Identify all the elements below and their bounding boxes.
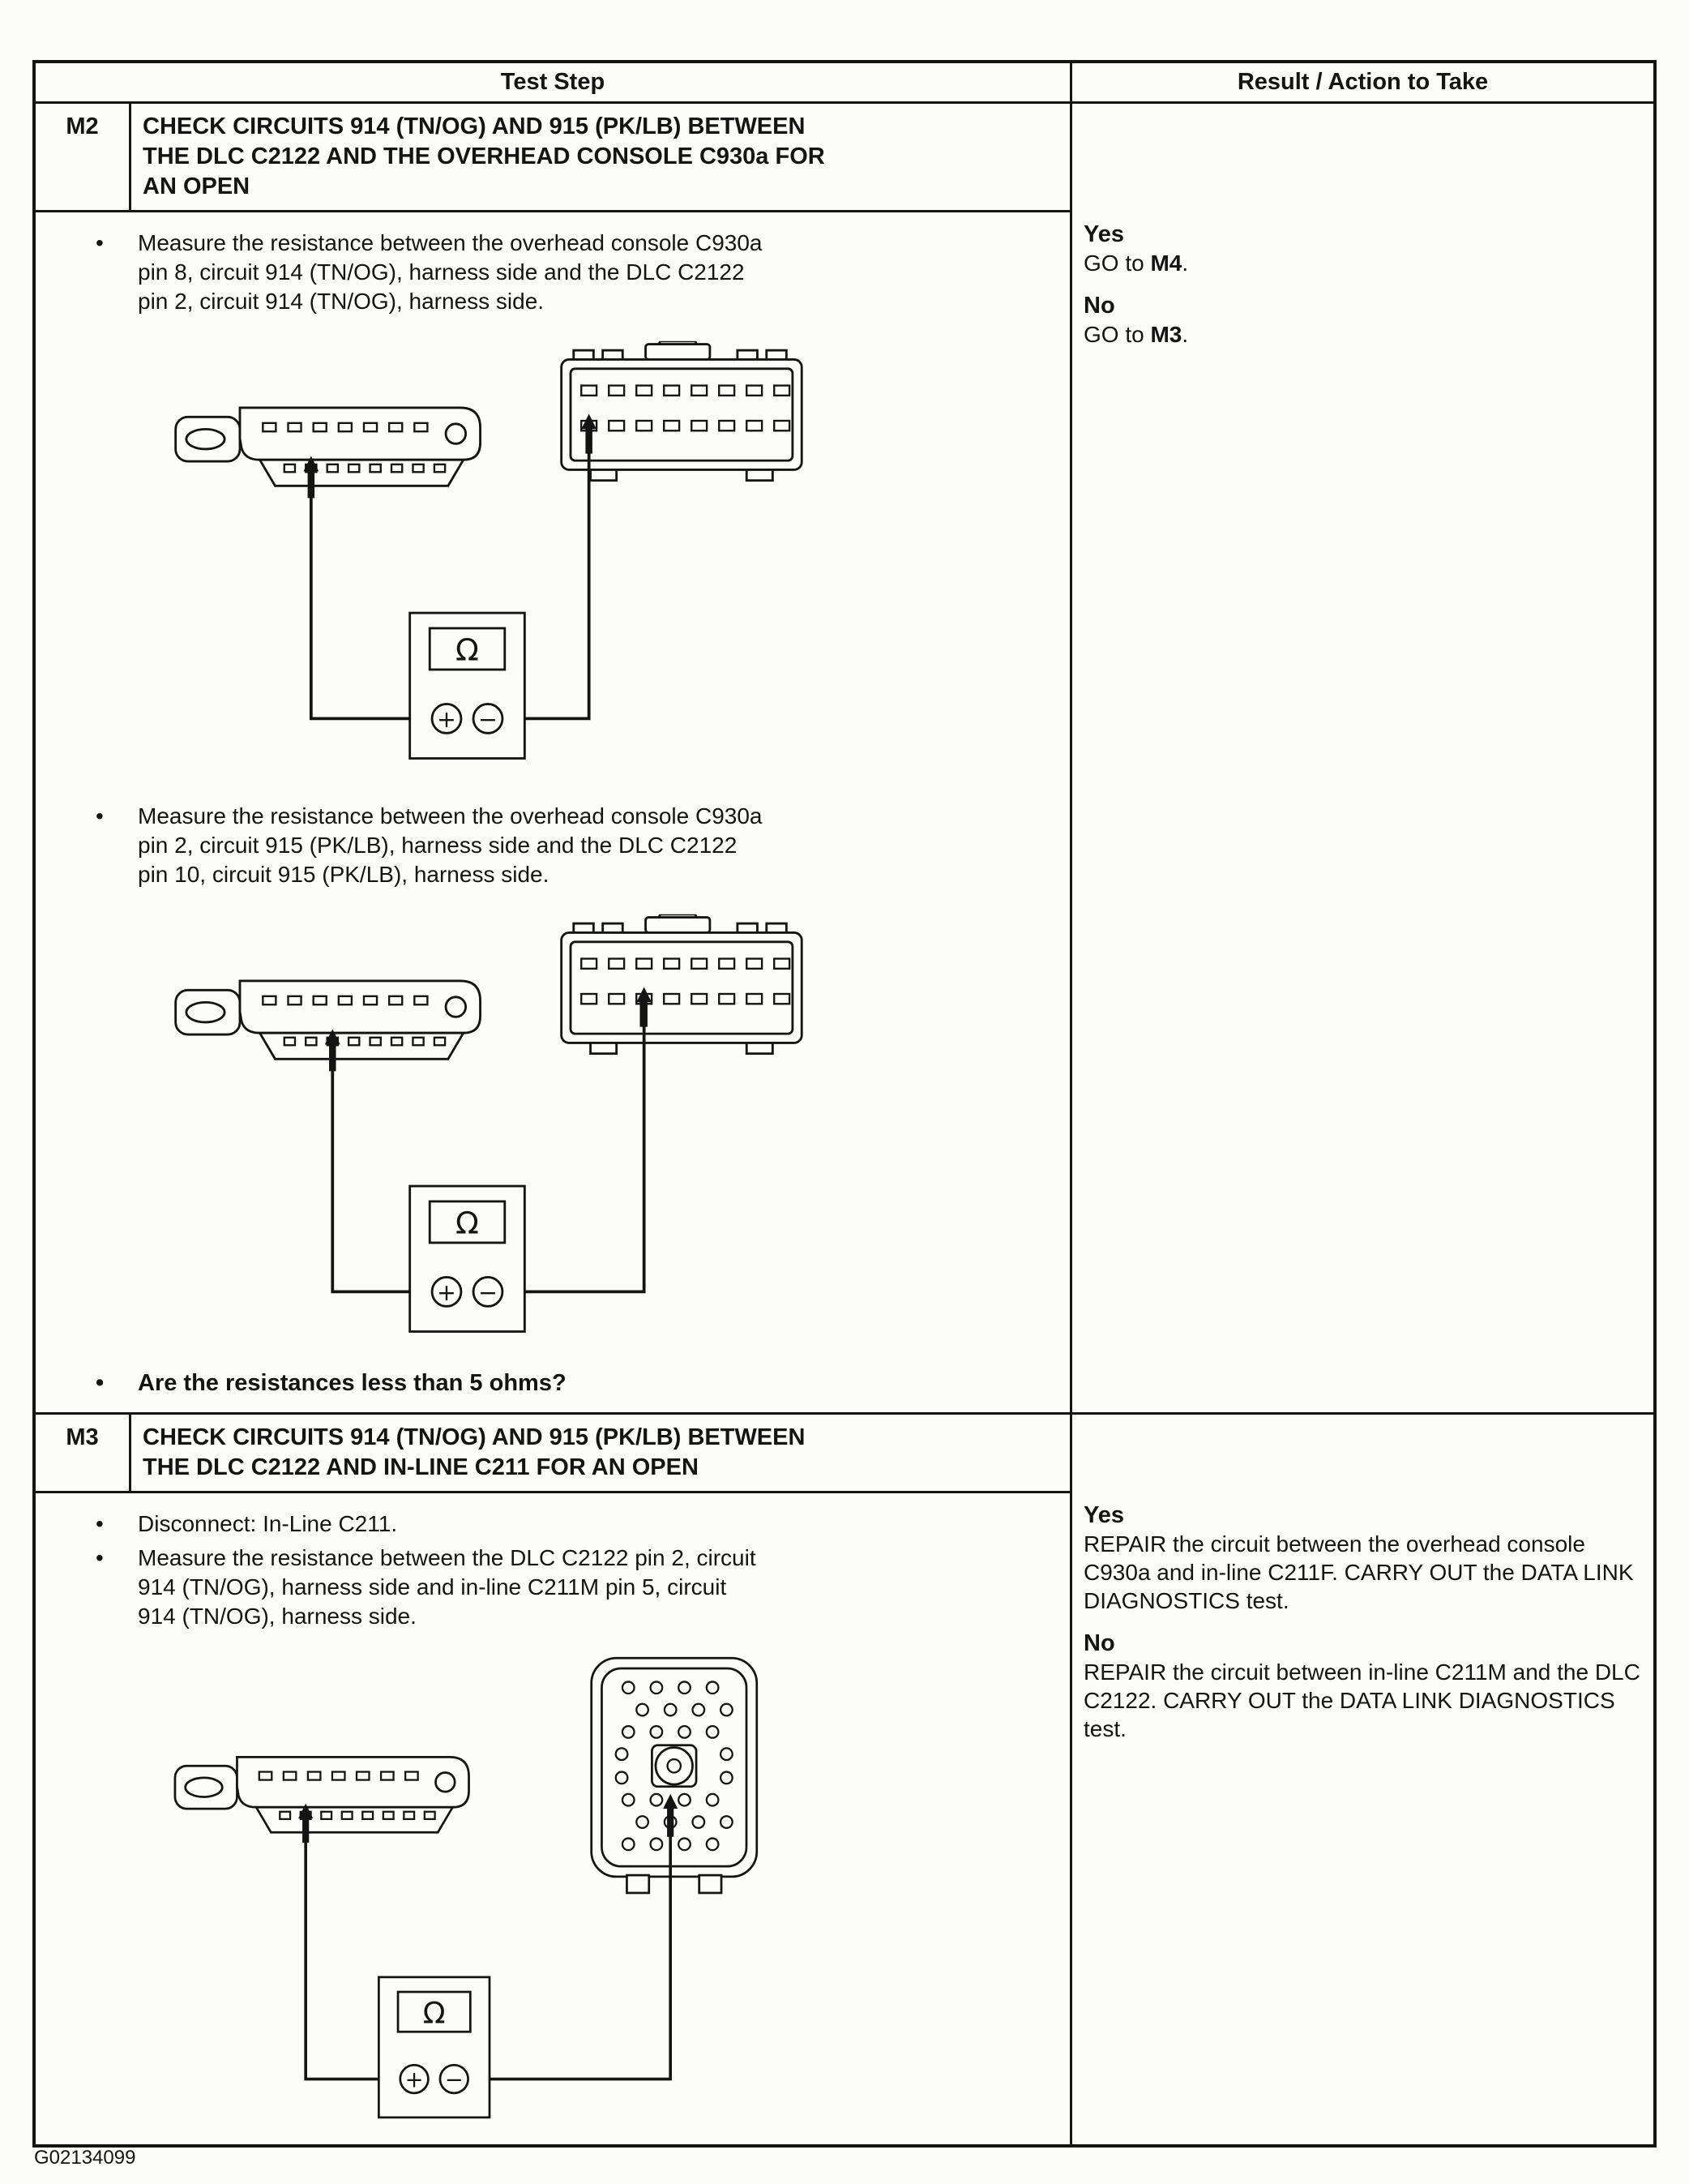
m2-body-cell <box>36 212 1070 1412</box>
figure-id: G02134099 <box>34 2147 136 2169</box>
m2-step-2-text: Measure the resistance between the overhead console C930a pin 2, circuit 915 (PK/LB), harness side and the DLC C2122 pin 10, circuit 915 (PK/LB), harness side. <box>138 803 763 887</box>
m2-results-cell <box>1070 212 1653 1412</box>
m2-resistance-diagram-1 <box>157 337 846 766</box>
m3-resistance-diagram <box>157 1652 822 2125</box>
bullet-icon <box>96 802 138 889</box>
overhead-console-connector-icon <box>562 914 802 1054</box>
svg-text:−: − <box>478 1278 498 1306</box>
svg-text:−: − <box>478 705 498 733</box>
verdict-label: Yes <box>1084 221 1124 247</box>
ohmmeter-icon <box>378 1977 490 2118</box>
table-header-row <box>36 63 1653 104</box>
dlc-connector-icon <box>176 981 481 1059</box>
m2-resistance-diagram-2 <box>157 910 846 1339</box>
m3-step-1 <box>36 1510 1070 1539</box>
overhead-console-connector-icon <box>562 341 802 481</box>
svg-text:+: + <box>437 705 456 733</box>
m3-result-no <box>1084 1629 1645 1743</box>
inline-connector-icon <box>592 1658 757 1893</box>
m2-step-2 <box>36 802 1070 889</box>
svg-text:+: + <box>404 2067 424 2093</box>
result-action-header: Result / Action to Take <box>1070 63 1653 104</box>
m3-results-cell <box>1070 1493 1653 2144</box>
m2-title: CHECK CIRCUITS 914 (TN/OG) AND 915 (PK/LB) BETWEEN THE DLC C2122 AND THE OVERHEAD CONSOLE C930a FOR AN OPEN <box>143 113 825 199</box>
m3-title: CHECK CIRCUITS 914 (TN/OG) AND 915 (PK/LB) BETWEEN THE DLC C2122 AND IN-LINE C211 FOR AN OPEN <box>143 1424 806 1480</box>
m3-title-cell <box>131 1415 1070 1493</box>
m3-step-2-text: Measure the resistance between the DLC C2122 pin 2, circuit 914 (TN/OG), harness side and in-line C211M pin 5, circuit 914 (TN/OG), harness side. <box>138 1545 756 1629</box>
m3-body-cell <box>36 1493 1070 2144</box>
svg-text:+: + <box>437 1278 456 1306</box>
m2-question <box>36 1368 1070 1398</box>
action-text: REPAIR the circuit between in-line C211M and the DLC C2122. CARRY OUT the DATA LINK DIAGNOSTICS test. <box>1084 1659 1640 1741</box>
svg-text:Ω: Ω <box>422 1995 446 2031</box>
svg-text:Ω: Ω <box>455 632 479 668</box>
section-m3 <box>36 1412 1653 2144</box>
verdict-label: Yes <box>1084 1502 1124 1528</box>
m3-step-1-text: Disconnect: In-Line C211. <box>138 1511 398 1536</box>
svg-text:−: − <box>444 2067 464 2093</box>
action-text: GO to M4. <box>1084 251 1189 276</box>
action-text: GO to M3. <box>1084 322 1189 347</box>
m2-result-yes <box>1084 221 1645 277</box>
dlc-connector-icon <box>175 1757 469 1832</box>
m2-step-1-text: Measure the resistance between the overhead console C930a pin 8, circuit 914 (TN/OG), harness side and the DLC C2122 pin 2, circuit 914 (TN/OG), harness side. <box>138 230 763 314</box>
m2-step-1 <box>36 229 1070 316</box>
svg-text:Ω: Ω <box>455 1205 479 1241</box>
m2-title-cell <box>131 104 1070 212</box>
verdict-label: No <box>1084 293 1115 319</box>
step-id-m2: M2 <box>36 104 131 212</box>
m2-result-spacer <box>1070 104 1653 212</box>
bullet-icon <box>96 1368 138 1398</box>
m3-result-spacer <box>1070 1415 1653 1493</box>
verdict-label: No <box>1084 1630 1115 1656</box>
ohmmeter-icon <box>410 613 525 758</box>
action-text: REPAIR the circuit between the overhead console C930a and in-line C211F. CARRY OUT the DATA LINK DIAGNOSTICS test. <box>1084 1531 1634 1613</box>
bullet-icon <box>96 1544 138 1631</box>
m3-step-2 <box>36 1544 1070 1631</box>
m2-question-text: Are the resistances less than 5 ohms? <box>138 1370 567 1396</box>
ohmmeter-icon <box>410 1186 525 1331</box>
section-m2 <box>36 104 1653 1412</box>
test-step-header: Test Step <box>36 63 1070 104</box>
step-id-m3: M3 <box>36 1415 131 1493</box>
bullet-icon <box>96 229 138 316</box>
m2-result-no <box>1084 292 1645 349</box>
m3-result-yes <box>1084 1501 1645 1615</box>
pinpoint-test-table <box>32 60 1657 2148</box>
bullet-icon <box>96 1510 138 1539</box>
dlc-connector-icon <box>176 408 481 486</box>
